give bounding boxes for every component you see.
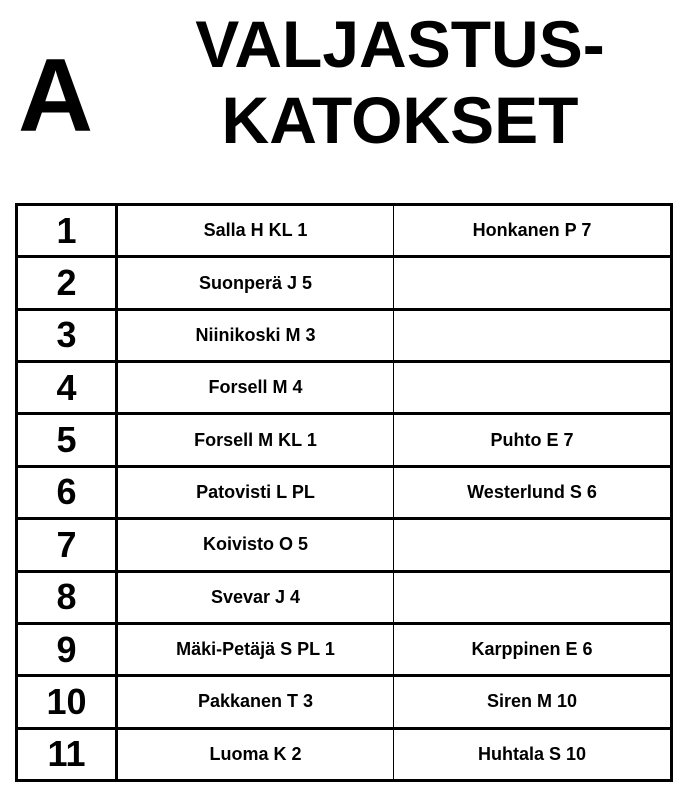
row-number: 9 — [17, 623, 117, 675]
table-row — [17, 309, 672, 361]
primary-name-cell: Svevar J 4 — [117, 571, 394, 623]
section-letter: A — [18, 38, 94, 154]
table-row — [17, 257, 672, 309]
primary-name-cell: Pakkanen T 3 — [117, 676, 394, 728]
secondary-name-cell — [394, 519, 672, 571]
table-row — [17, 519, 672, 571]
secondary-name-cell — [394, 309, 672, 361]
primary-name-cell: Patovisti L PL — [117, 466, 394, 518]
row-number: 11 — [17, 728, 117, 780]
title-line-1: VALJASTUS- — [195, 7, 605, 81]
table-row — [17, 466, 672, 518]
row-number: 7 — [17, 519, 117, 571]
primary-name-cell: Niinikoski M 3 — [117, 309, 394, 361]
primary-name-cell: Koivisto O 5 — [117, 519, 394, 571]
assignment-table — [15, 203, 673, 782]
table-row — [17, 728, 672, 780]
row-number: 4 — [17, 362, 117, 414]
table-row — [17, 205, 672, 257]
row-number: 2 — [17, 257, 117, 309]
secondary-name-cell: Puhto E 7 — [394, 414, 672, 466]
row-number: 10 — [17, 676, 117, 728]
row-number: 8 — [17, 571, 117, 623]
secondary-name-cell: Huhtala S 10 — [394, 728, 672, 780]
table-row — [17, 362, 672, 414]
secondary-name-cell: Westerlund S 6 — [394, 466, 672, 518]
secondary-name-cell — [394, 257, 672, 309]
secondary-name-cell: Karppinen E 6 — [394, 623, 672, 675]
secondary-name-cell — [394, 571, 672, 623]
title-line-2: KATOKSET — [221, 83, 579, 157]
primary-name-cell: Suonperä J 5 — [117, 257, 394, 309]
primary-name-cell: Salla H KL 1 — [117, 205, 394, 257]
row-number: 1 — [17, 205, 117, 257]
table-row — [17, 623, 672, 675]
primary-name-cell: Forsell M KL 1 — [117, 414, 394, 466]
secondary-name-cell: Honkanen P 7 — [394, 205, 672, 257]
primary-name-cell: Mäki-Petäjä S PL 1 — [117, 623, 394, 675]
primary-name-cell: Luoma K 2 — [117, 728, 394, 780]
secondary-name-cell: Siren M 10 — [394, 676, 672, 728]
row-number: 3 — [17, 309, 117, 361]
table-row — [17, 571, 672, 623]
row-number: 5 — [17, 414, 117, 466]
assignment-table-body — [17, 205, 672, 781]
table-row — [17, 414, 672, 466]
page-title — [130, 6, 670, 158]
secondary-name-cell — [394, 362, 672, 414]
row-number: 6 — [17, 466, 117, 518]
primary-name-cell: Forsell M 4 — [117, 362, 394, 414]
table-row — [17, 676, 672, 728]
